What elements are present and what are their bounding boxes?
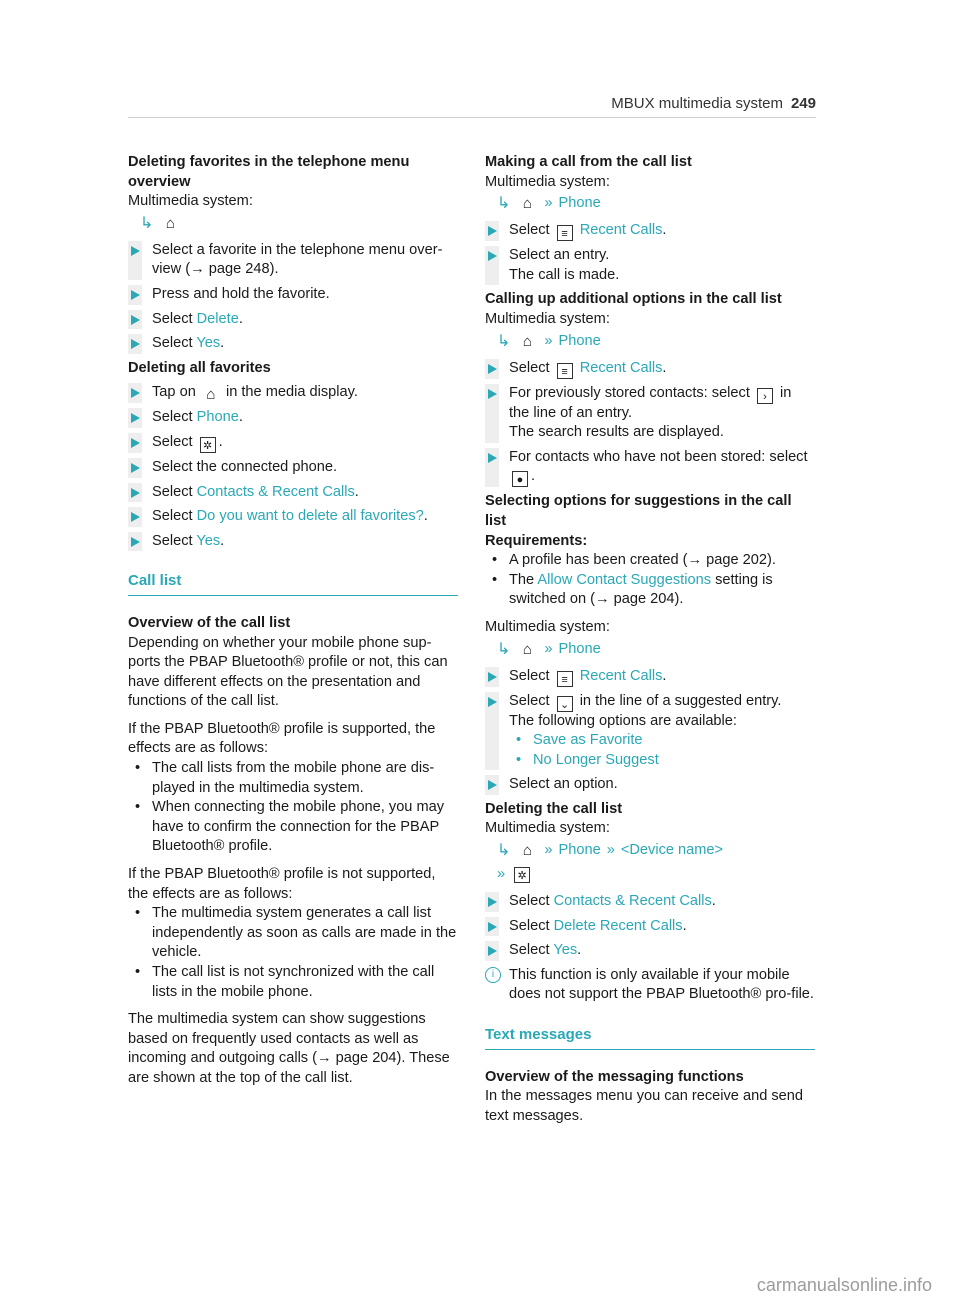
step [485,775,815,795]
step-text: Select the connected phone. [152,458,337,475]
setting-allow-suggestions: Allow Contact Suggestions [537,571,712,588]
ms-label: Multimedia system: [485,820,610,837]
step: Select ≡ Recent Calls. [485,667,815,687]
menu-item-yes: Yes [553,942,578,959]
ms-label: Multimedia system: [128,193,253,210]
step-result: The search results are displayed. [509,424,724,441]
step-text: Select [152,483,193,500]
step-arrow-icon [488,453,497,463]
step-text: Select [152,508,193,525]
menu-item-contacts: Contacts & Recent Calls [196,483,355,500]
menu-item-phone: Phone [196,409,239,426]
menu-item-contacts: Contacts & Recent Calls [553,893,712,910]
home-icon: ⌂ [522,842,532,860]
ms-label: Multimedia system: [485,618,610,635]
path-arrow-icon: ↳ [497,195,511,213]
menu-item-delete: Delete [196,310,239,327]
heading-overview-call-list: Overview of the call list [128,614,291,631]
step-arrow-icon [131,463,140,473]
menu-item-recent: Recent Calls [579,222,663,239]
step-text: Select [509,893,550,910]
section-text-messages: Text messages [485,1025,815,1050]
chevron-double-icon: » [544,332,553,349]
option-no-longer-suggest: • No Longer Suggest [509,751,815,771]
page-header [611,94,816,114]
step: For contacts who have not been stored: select ● . [485,448,815,488]
section-call-list: Call list [128,571,458,596]
step-text: Select [152,310,193,327]
menu-path [485,839,815,863]
step-text: Select a favorite in the telephone menu over-view (→ page 248). [152,241,443,278]
chevron-double-icon: » [544,640,553,657]
speech-bubble-icon: ● [512,471,528,487]
menu-item-confirm: Do you want to delete all favorites? [196,508,424,525]
chevron-double-icon: » [544,842,553,859]
dropdown-circle-icon: ⌄ [557,696,573,712]
step-arrow-icon [488,897,497,907]
home-icon: ⌂ [522,332,532,350]
step-arrow-icon [488,697,497,707]
chevron-double-icon: » [497,866,506,883]
menu-item-yes: Yes [196,532,221,549]
step [128,241,458,280]
step-arrow-icon [131,290,140,300]
step-arrow-icon [131,488,140,498]
recent-calls-icon: ≡ [557,225,573,241]
step-text: Select [509,942,550,959]
home-icon: ⌂ [522,195,532,213]
step-arrow-icon [488,226,497,236]
step-arrow-icon [488,389,497,399]
paragraph: If the PBAP Bluetooth® profile is not supported, the effects are as follows: [128,866,436,902]
step: Select Contacts & Recent Calls. [485,892,815,912]
menu-item-phone: Phone [558,332,601,349]
right-column [485,153,815,1126]
chevron-right-icon: › [757,388,773,404]
step-text: in the line of an entry. [509,384,792,421]
step-text: Select [152,409,193,426]
home-icon: ⌂ [206,386,216,404]
step-arrow-icon [131,246,140,256]
step: Select Yes. [485,941,815,961]
header-divider [128,117,816,118]
menu-item-phone: Phone [558,640,601,657]
step: Select ✲ . [128,433,458,453]
info-icon: i [485,967,501,983]
heading-make-call: Making a call from the call list [485,154,692,170]
step: Select Yes. [128,532,458,552]
list-item: • The call list is not synchronized with the call lists in the mobile phone. [128,963,458,1002]
list-text: setting is switched on (→ page 204). [509,571,773,608]
recent-calls-icon: ≡ [557,363,573,379]
step: Select Yes. [128,334,458,354]
step [128,285,458,305]
step-text: Select [152,335,193,352]
step-text: Select [509,222,550,239]
step: Select Phone. [128,408,458,428]
heading-delete-favorites: Deleting favorites in the telephone menu overview [128,154,410,190]
heading-delete-all: Deleting all favorites [128,359,271,376]
option-save-favorite: • Save as Favorite [509,731,815,751]
heading-messaging-overview: Overview of the messaging functions [485,1068,744,1085]
info-note [485,966,815,1005]
step-text: Select [509,692,550,709]
step-text: Select [152,532,193,549]
left-column [128,153,458,1089]
step-text: For contacts who have not been stored: select [509,448,808,465]
menu-item-phone: Phone [558,842,601,859]
step [128,458,458,478]
path-arrow-icon: ↳ [140,214,154,232]
menu-path [485,638,815,662]
menu-path [485,863,815,887]
step [485,384,815,443]
step: Select ≡ Recent Calls. [485,359,815,379]
chevron-double-icon: » [544,195,553,212]
menu-item-device: <Device name> [620,842,724,859]
paragraph: If the PBAP Bluetooth® profile is supported, the effects are as follows: [128,720,436,757]
step-arrow-icon [488,922,497,932]
step-text: Select [152,433,193,450]
path-arrow-icon: ↳ [497,842,511,860]
list-item [485,571,815,610]
step-text: in the media display. [225,384,358,401]
ms-label: Multimedia system: [485,173,610,190]
step: Select Do you want to delete all favorites?. [128,507,458,527]
step-arrow-icon [488,672,497,682]
page-number: 249 [790,95,816,112]
step-arrow-icon [131,388,140,398]
step-text: Select an entry. [509,247,610,264]
home-icon: ⌂ [522,640,532,658]
settings-gear-icon: ✲ [200,437,216,453]
menu-item-phone: Phone [558,195,601,212]
list-text: The [509,571,535,588]
settings-gear-icon: ✲ [514,867,530,883]
step-arrow-icon [131,315,140,325]
step: Select Contacts & Recent Calls. [128,483,458,503]
step-arrow-icon [131,512,140,522]
step-text: Select [509,667,550,684]
paragraph: Depending on whether your mobile phone sup-ports the PBAP Bluetooth® profile or not, this can have different effects on the presentation and functions of the call list. [128,634,448,710]
step: Select Delete Recent Calls. [485,917,815,937]
menu-item-delete-recent: Delete Recent Calls [553,917,683,934]
step-text: For previously stored contacts: select [509,384,750,401]
step-result: The call is made. [509,266,620,283]
menu-item-recent: Recent Calls [579,667,663,684]
header-title: MBUX multimedia system [611,95,783,112]
requirements-label: Requirements: [485,532,588,549]
step-arrow-icon [488,780,497,790]
paragraph: The multimedia system can show suggestions based on frequently used contacts as well as incoming and outgoing calls (→ page 204). These are shown at the top of the call list. [128,1011,450,1086]
menu-item-yes: Yes [196,335,221,352]
list-item: • The call lists from the mobile phone are dis-played in the multimedia system. [128,759,458,798]
step [485,246,815,285]
step: Select Delete. [128,310,458,330]
step-arrow-icon [131,537,140,547]
step-arrow-icon [131,438,140,448]
note-text: This function is only available if your mobile does not support the PBAP Bluetooth® pro-file. [509,966,814,1003]
path-arrow-icon: ↳ [497,332,511,350]
heading-additional-options: Calling up additional options in the call list [485,291,782,308]
step-arrow-icon [488,946,497,956]
menu-path [485,192,815,216]
heading-suggestions: Selecting options for suggestions in the call list [485,493,792,529]
home-icon: ⌂ [165,214,175,232]
step-text: Tap on [152,384,196,401]
step-arrow-icon [488,251,497,261]
heading-delete-call-list: Deleting the call list [485,800,623,817]
list-item: • When connecting the mobile phone, you may have to confirm the connection for the PBAP Bluetooth® profile. [128,798,458,857]
step-text: Select [509,917,550,934]
ms-label: Multimedia system: [485,310,610,327]
list-item: • The multimedia system generates a call list independently as soon as calls are made in the vehicle. [128,904,458,963]
watermark: carmanualsonline.info [756,1275,932,1296]
chevron-double-icon: » [606,842,615,859]
step-text: Press and hold the favorite. [152,285,330,302]
menu-path [485,330,815,354]
step [128,383,458,403]
step: Select ≡ Recent Calls. [485,221,815,241]
list-item: • A profile has been created (→ page 202). [485,551,815,571]
step-arrow-icon [131,339,140,349]
menu-item-recent: Recent Calls [579,359,663,376]
recent-calls-icon: ≡ [557,671,573,687]
step [485,692,815,771]
step-text: The following options are available: [509,712,737,729]
step-arrow-icon [488,364,497,374]
step-text: Select [509,359,550,376]
step-text: Select an option. [509,776,618,793]
step-text: in the line of a suggested entry. [579,692,782,709]
step-arrow-icon [131,413,140,423]
menu-path [128,212,458,236]
path-arrow-icon: ↳ [497,640,511,658]
paragraph: In the messages menu you can receive and send text messages. [485,1088,804,1124]
